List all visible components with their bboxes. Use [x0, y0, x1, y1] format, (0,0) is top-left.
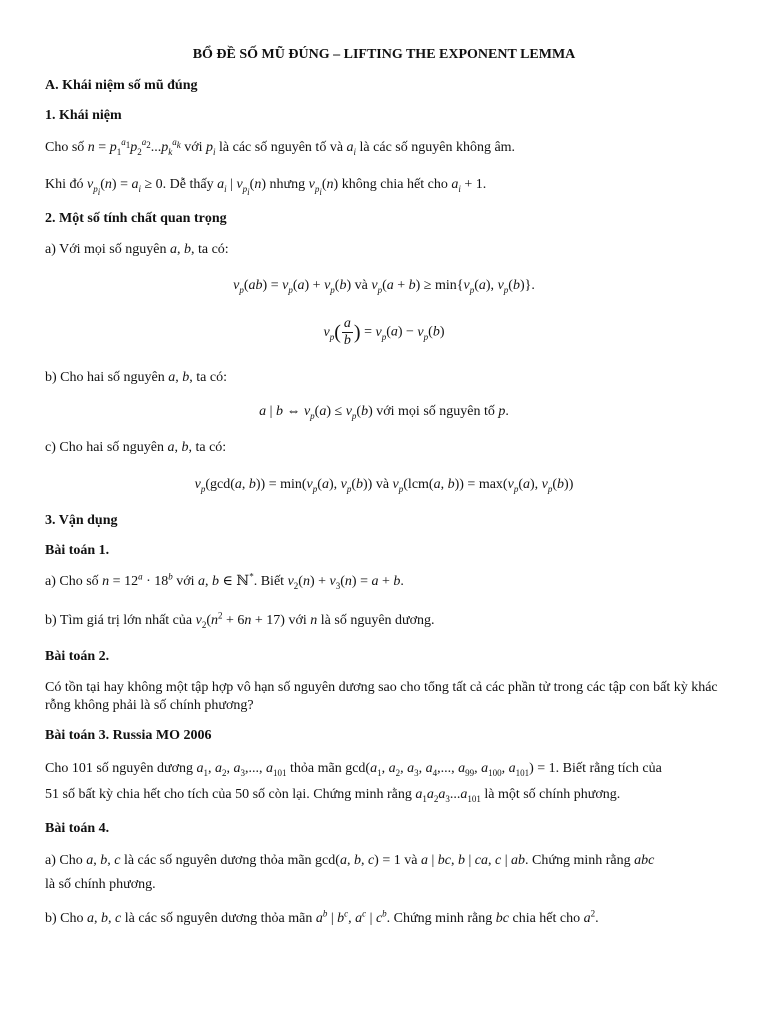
section-a-heading: A. Khái niệm số mũ đúng: [45, 78, 198, 93]
problem-1a: a) Cho số $n = 12^a \cdot 18^b$ với a, b ∈ ℕ*. Biết $v_2(n) + v_3(n) = a + b$.: [45, 571, 404, 591]
formula-product-sum: $v_p(ab) = v_p(a) + v_p(b)$ và $v_p(a + b) \ge \min\{v_p(a)$, $v_p(b)$}.: [233, 278, 535, 295]
section-2-heading: 2. Một số tính chất quan trọng: [45, 211, 227, 226]
problem-2-text: Có tồn tại hay không một tập hợp vô hạn số nguyên dương sao cho tổng tất cả các phần tử trong các tập con bất kỳ khác rỗng không phải là số chính phương?: [45, 680, 718, 713]
page-title: BỔ ĐỀ SỐ MŨ ĐÚNG – LIFTING THE EXPONENT LEMMA: [192, 47, 576, 62]
property-a-intro: a) Với mọi số nguyên a, b, ta có:: [45, 242, 229, 257]
definition-note: Khi đó $v_{p_i}(n) = a_i \ge 0$. Dễ thấy $a_i$ | $v_{p_i}(n)$ nhưng $v_{p_i}(n)$ không chia hết cho $a_i + 1$.: [45, 177, 487, 197]
problem-1-heading: Bài toán 1.: [45, 543, 110, 558]
problem-2-heading: Bài toán 2.: [45, 649, 110, 664]
problem-3-heading: Bài toán 3. Russia MO 2006: [45, 728, 212, 743]
section-1-heading: 1. Khái niệm: [45, 108, 122, 123]
section-3-heading: 3. Vận dụng: [45, 513, 118, 528]
problem-3-line-1: Cho 101 số nguyên dương $a_1$, $a_2$, $a_3$,..., $a_{101}$ thỏa mãn $\gcd(a_1$, $a_2$, $a_3$, $a_4$,..., $a_{99}$, $a_{100}$, $a_{101}) = 1$. Biết rằng tích của: [45, 761, 662, 778]
problem-4-heading: Bài toán 4.: [45, 821, 110, 836]
formula-divisibility: a | b ⇔ $v_p(a) \le v_p(b)$ với mọi số nguyên tố p.: [259, 404, 509, 421]
formula-quotient: $v_p$( $\frac{a}{b}$ ) = $v_p(a) - v_p(b)$: [323, 316, 445, 348]
problem-1b: b) Tìm giá trị lớn nhất của $v_2(n^2 + 6n + 17)$ với n là số nguyên dương.: [45, 610, 435, 630]
problem-4b: b) Cho a, b, c là các số nguyên dương thỏa mãn $a^b$ | $b^c$, $a^c$ | $c^b$. Chứng minh rằng bc chia hết cho $a^2$.: [45, 908, 599, 926]
definition-line: Cho số $n = p_1^{a_1}p_2^{a_2}...p_k^{a_k}$ với $p_i$ là các số nguyên tố và $a_i$ là các số nguyên không âm.: [45, 137, 516, 157]
property-b-intro: b) Cho hai số nguyên a, b, ta có:: [45, 370, 227, 385]
problem-3-line-2: 51 số bất kỳ chia hết cho tích của 50 số còn lại. Chứng minh rằng $a_1a_2a_3...a_{101}$ là một số chính phương.: [45, 787, 621, 804]
problem-4a-line-2: là số chính phương.: [45, 877, 156, 892]
property-c-intro: c) Cho hai số nguyên a, b, ta có:: [45, 440, 227, 455]
problem-4a-line-1: a) Cho a, b, c là các số nguyên dương thỏa mãn gcd(a, b, c) = 1 và a | bc, b | ca, c | ab. Chứng minh rằng abc: [45, 853, 655, 868]
formula-gcd-lcm: $v_p(\gcd(a$, $b)) = \min(v_p(a)$, $v_p(b)$) và $v_p(lcm(a$, $b)) = \max(v_p(a)$, $v_p(b)$): [194, 477, 574, 494]
